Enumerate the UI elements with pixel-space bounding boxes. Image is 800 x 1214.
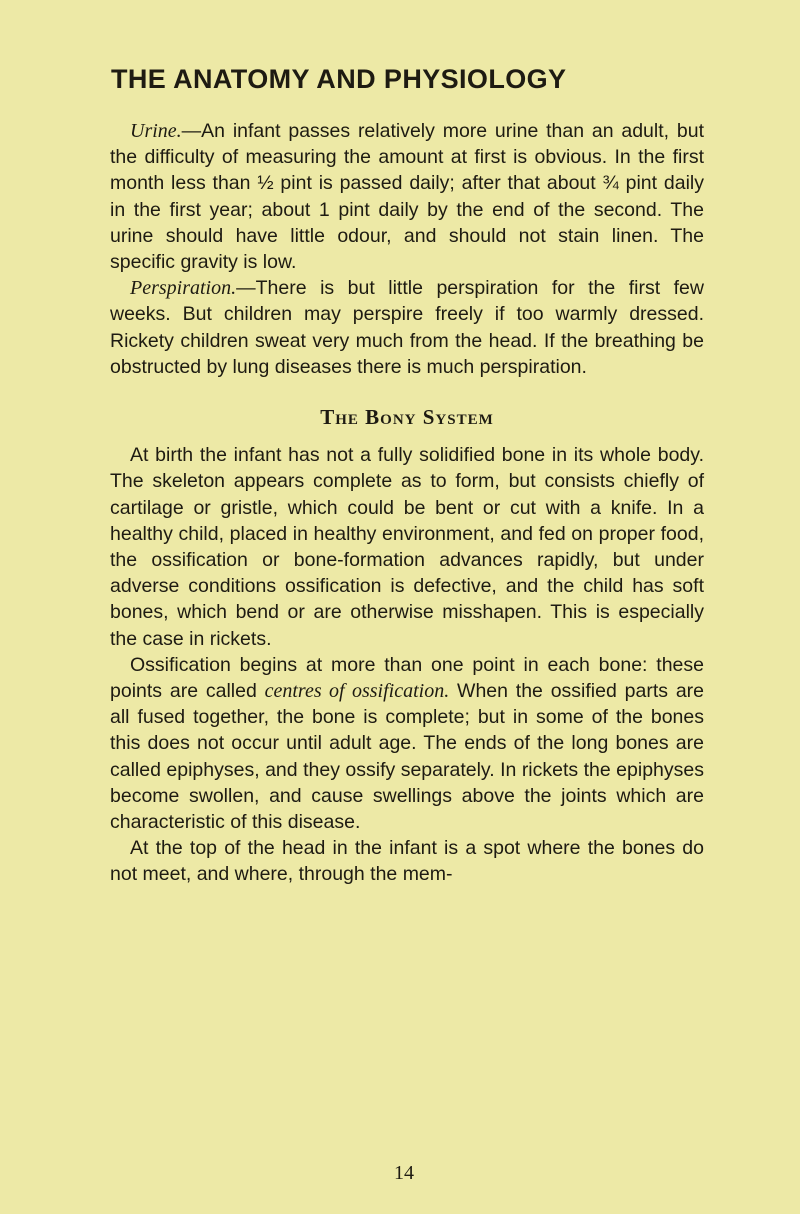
- bony-system-paragraph-2: [110, 652, 704, 835]
- body-text: [110, 118, 704, 888]
- centres-of-ossification-term: centres of ossification.: [264, 680, 450, 703]
- perspiration-paragraph: [110, 275, 704, 380]
- page-number: 14: [394, 1162, 414, 1184]
- bony-system-paragraph-1: At birth the infant has not a fully solidified bone in its whole body. The skeleton appears complete as to form, but consists chiefly of cartilage or gristle, which could be bent or cut with a knife. In a healthy child, placed in healthy environment, and fed on proper food, the ossification or bone-formation advances rapidly, but under adverse conditions ossification is defective, and the child has soft bones, which bend or are otherwise misshapen. This is especially the case in rickets.: [110, 444, 704, 650]
- urine-paragraph: [110, 118, 704, 275]
- perspiration-text: —There is but little perspiration for the first few weeks. But children may perspire freely if too warmly dressed. Rickety children sweat very much from the head. If the breathing be obstructed by lung diseases there is much perspiration.: [110, 277, 704, 378]
- running-head: THE ANATOMY AND PHYSIOLOGY: [111, 64, 567, 94]
- urine-heading: Urine.: [130, 120, 182, 142]
- ossification-text-start: Ossification begins at more than one point in each bone: these points are called: [110, 653, 704, 703]
- bony-system-paragraph-3: At the top of the head in the infant is a spot where the bones do not meet, and where, through the mem-: [110, 837, 704, 886]
- urine-text: —An infant passes relatively more urine than an adult, but the difficulty of measuring the amount at first is obvious. In the first month less than ½ pint is passed daily; after that about ¾ pint daily in the first year; about 1 pint daily by the end of the second. The urine should have little odour, and should not stain linen. The specific gravity is low.: [110, 120, 704, 274]
- perspiration-heading: Perspiration.: [130, 277, 237, 300]
- section-heading-bony-system: The Bony System: [320, 405, 494, 430]
- ossification-text-end: When the ossified parts are all fused together, the bone is complete; but in some of the bones this does not occur until adult age. The ends of the long bones are called epiphyses, and they ossify separately. In rickets the epiphyses become swollen, and cause swellings above the joints which are characteristic of this disease.: [110, 680, 704, 834]
